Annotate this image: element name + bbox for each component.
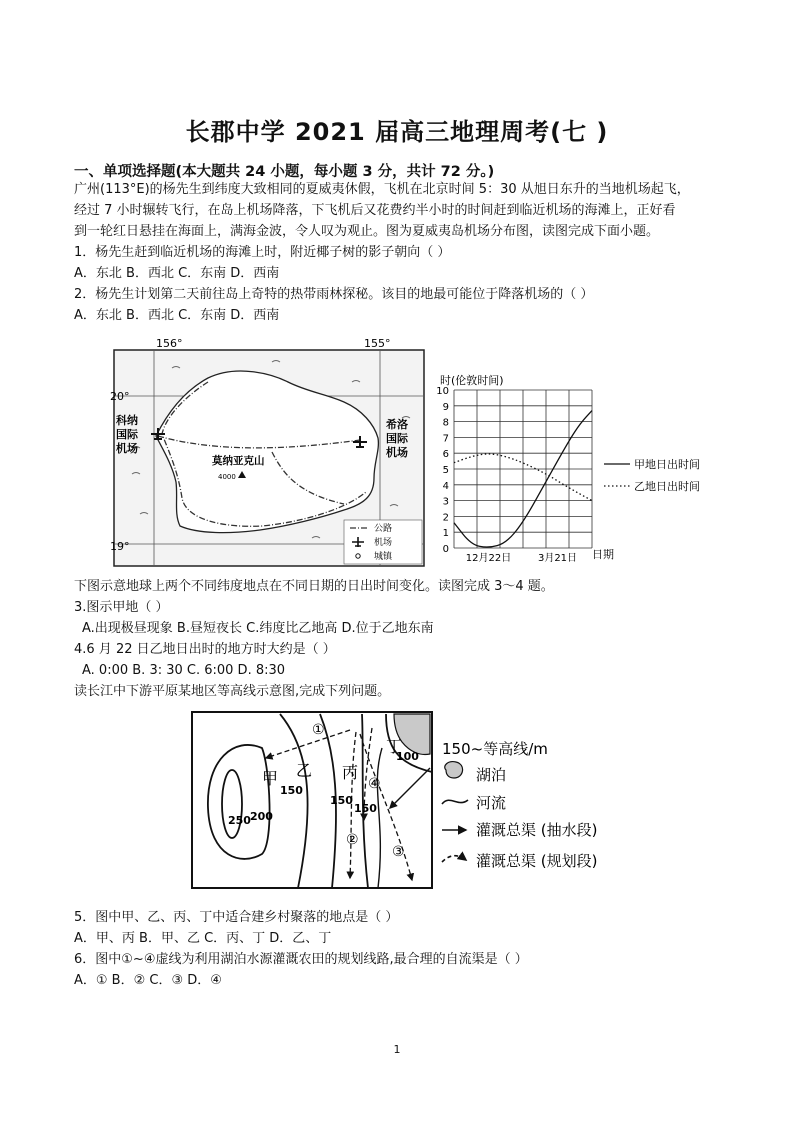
lon-left-label: 156° — [156, 337, 183, 350]
y-tick-label: 10 — [436, 386, 449, 397]
q4-options: A. 0:00 B. 3: 30 C. 6:00 D. 8:30 — [82, 663, 286, 678]
airport-east-label-1: 希洛 — [386, 418, 408, 431]
intro-line-2: 经过 7 小时辗转飞行，在岛上机场降落，下飞机后又花费约半小时的时间赶到临近机场的海滩上，正好看 — [74, 203, 676, 218]
contour-label-200: 200 — [250, 810, 273, 823]
intro-line-3: 到一轮红日悬挂在海面上，满海金波，令人叹为观止。图为夏威夷岛机场分布图，读图完成下面小题。 — [74, 224, 660, 239]
label-jia: 甲 — [262, 769, 279, 788]
route-label-2: ② — [346, 832, 359, 848]
legend-contour-label: 150~等高线/m — [442, 740, 548, 758]
legend-plan-label: 灌溉总渠 (规划段) — [476, 852, 598, 870]
contour-label-250: 250 — [228, 814, 251, 827]
q3-stem: 3.图示甲地（ ） — [74, 600, 169, 615]
y-tick-label: 3 — [442, 496, 449, 508]
legend-airport-label: 机场 — [374, 538, 393, 548]
q2-options: A．东北 B．西北 C．东南 D．西南 — [74, 308, 280, 323]
y-tick-label: 5 — [442, 465, 449, 476]
q6-options: A．① B．② C．③ D．④ — [74, 973, 222, 988]
contour-label-150-c: 150 — [354, 802, 377, 815]
chart-xlabel: 日期 — [592, 548, 614, 561]
elevation-label: 4000 — [218, 473, 236, 481]
legend-river-icon — [442, 800, 468, 804]
chart-intro: 下图示意地球上两个不同纬度地点在不同日期的日出时间变化。读图完成 3～4 题。 — [74, 579, 554, 594]
x-tick-label: 3月21日 — [537, 553, 578, 564]
airport-east-label-2: 国际 — [386, 432, 408, 445]
q6-stem: 6．图中①~④虚线为利用湖泊水源灌溉农田的规划线路,最合理的自流渠是（ ） — [74, 952, 528, 967]
page-title: 长郡中学 2021 届高三地理周考(七 ) — [185, 118, 609, 146]
y-tick-label: 8 — [442, 417, 449, 429]
mountain-label: 莫纳亚克山 — [212, 455, 265, 467]
contour-label-150-a: 150 — [280, 784, 303, 797]
section-heading: 一、单项选择题(本大题共 24 小题，每小题 3 分，共计 72 分。) — [74, 164, 495, 180]
legend-town-label: 城镇 — [374, 552, 393, 562]
y-tick-label: 4 — [442, 480, 449, 492]
y-tick-label: 6 — [442, 449, 449, 461]
map3-intro: 读长江中下游平原某地区等高线示意图,完成下列问题。 — [74, 684, 391, 699]
q2-stem: 2．杨先生计划第二天前往岛上奇特的热带雨林探秘。该目的地最可能位于降落机场的（ ） — [74, 287, 594, 302]
q5-options: A．甲、丙 B．甲、乙 C．丙、丁 D．乙、丁 — [74, 931, 332, 946]
q1-stem: 1．杨先生赶到临近机场的海滩上时，附近椰子树的影子朝向（ ） — [74, 245, 451, 260]
legend-pump-label: 灌溉总渠 (抽水段) — [476, 821, 598, 839]
chart-x-ticks — [466, 552, 577, 564]
legend-jia-label: 甲地日出时间 — [634, 458, 700, 471]
y-tick-label: 7 — [442, 433, 449, 445]
chart-ylabel: 时(伦敦时间) — [440, 374, 504, 387]
legend-river-label: 河流 — [476, 794, 507, 812]
legend-lake-label: 湖泊 — [476, 766, 507, 784]
airport-east-label-3: 机场 — [386, 446, 408, 459]
airport-west-label-2: 国际 — [116, 428, 138, 441]
sunrise-time-chart — [436, 370, 746, 562]
route-label-4: ④ — [368, 776, 381, 792]
q3-options: A.出现极昼现象 B.昼短夜长 C.纬度比乙地高 D.位于乙地东南 — [82, 621, 434, 636]
lat-bottom-label: 19° — [110, 540, 130, 553]
chart-grid — [454, 390, 592, 548]
lon-right-label: 155° — [364, 337, 391, 350]
legend-road-label: 公路 — [374, 524, 393, 534]
chart-y-ticks — [436, 386, 449, 555]
legend-yi-label: 乙地日出时间 — [634, 480, 700, 493]
label-yi: 乙 — [296, 761, 313, 780]
label-ding: 丁 — [386, 737, 403, 756]
contour-label-100: 100 — [396, 750, 419, 763]
legend-plan-icon — [442, 856, 466, 862]
q4-stem: 4.6 月 22 日乙地日出时的地方时大约是（ ） — [74, 642, 336, 657]
airport-west-label-1: 科纳 — [116, 414, 138, 427]
x-tick-label: 12月22日 — [465, 553, 512, 564]
lat-top-label: 20° — [110, 390, 130, 403]
q1-options: A．东北 B．西北 C．东南 D．西南 — [74, 266, 280, 281]
airport-west-label-3: 机场 — [116, 442, 138, 455]
intro-line-1: 广州(113°E)的杨先生到纬度大致相同的夏威夷休假，飞机在北京时间 5：30 从旭日东升的当地机场起飞， — [74, 182, 690, 197]
contour-label-150-b: 150 — [330, 794, 353, 807]
y-tick-label: 2 — [442, 512, 449, 524]
route-label-3: ③ — [392, 844, 405, 860]
legend-lake-icon — [445, 762, 463, 778]
y-tick-label: 1 — [442, 528, 449, 540]
page-number: 1 — [393, 1043, 401, 1056]
contour-map — [190, 708, 622, 890]
y-tick-label: 9 — [442, 401, 449, 413]
q5-stem: 5．图中甲、乙、丙、丁中适合建乡村聚落的地点是（ ） — [74, 910, 399, 925]
label-bing: 丙 — [342, 763, 359, 782]
y-tick-label: 0 — [442, 544, 449, 555]
route-label-1: ① — [312, 722, 325, 738]
hawaii-island-map — [112, 338, 426, 568]
